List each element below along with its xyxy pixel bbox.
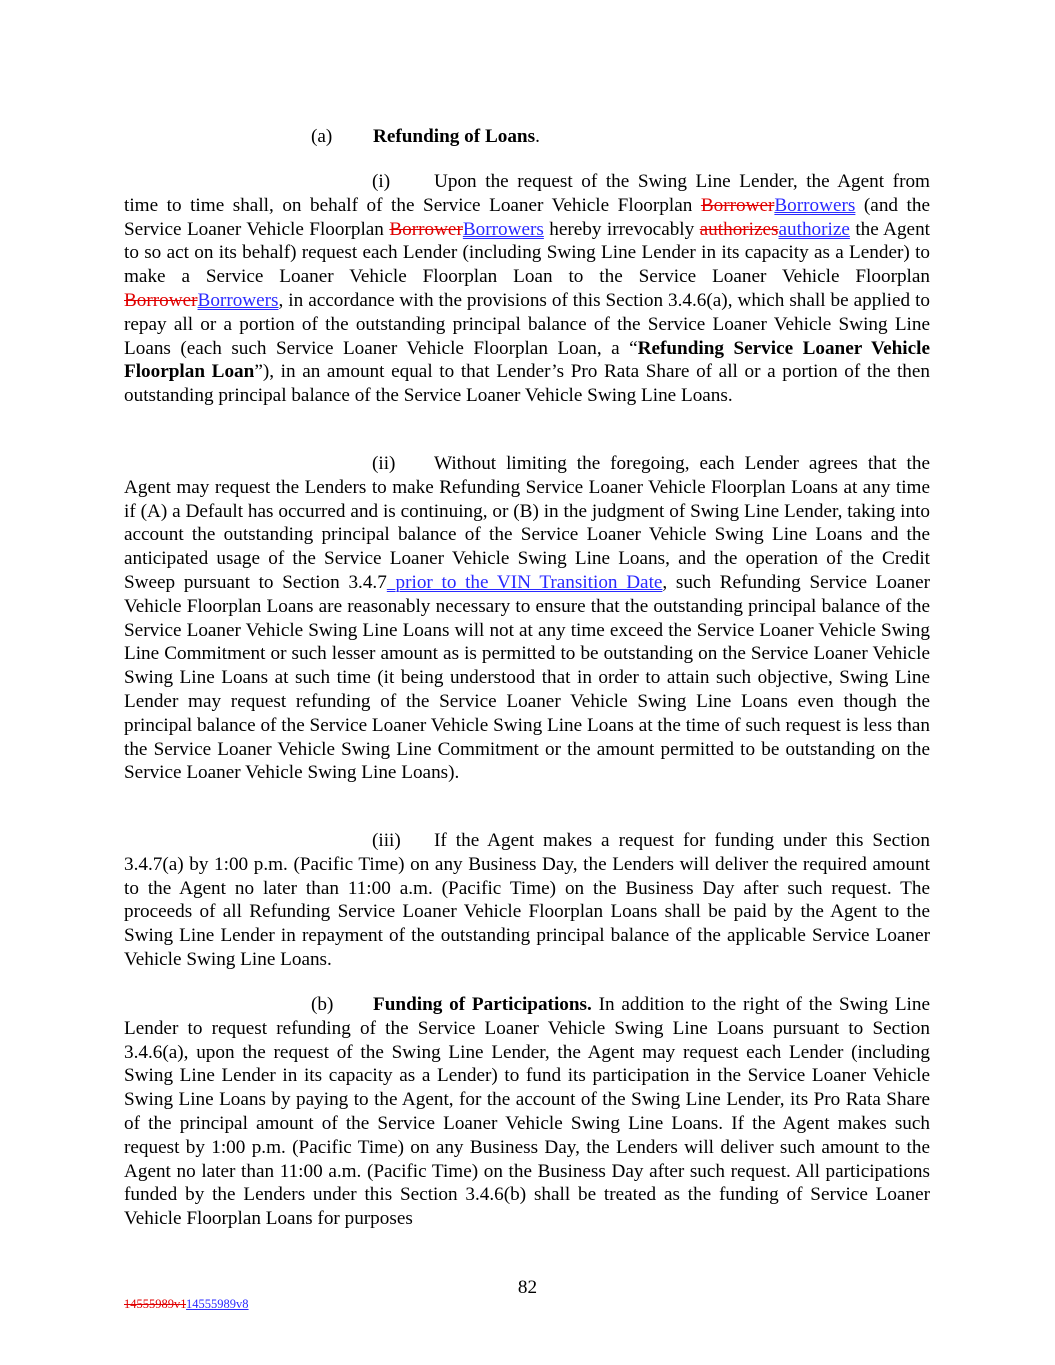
inserted-text: Borrowers [774,194,856,216]
inserted-text: Borrowers [462,218,544,240]
paragraph-i: (i) Upon the request of the Swing Line Lender, the Agent from time to time shall, on behalf of the Service Loaner Vehicle Floorplan BorrowerBorrowers (and the Service Loaner Vehicle Floorplan BorrowerBorrowers hereby irrevocably authorizesauthorize the Agent to so act on its behalf) request each Lender (including Swing Line Lender in its capacity as a Lender) to make a Service Loaner Vehicle Floorplan Loan to the Service Loaner Vehicle Floorplan BorrowerBorrowers, in accordance with the provisions of this Section 3.4.6(a), which shall be applied to repay all or a portion of the outstanding principal balance of the Service Loaner Vehicle Swing Line Loans (each such Service Loaner Vehicle Floorplan Loan, a “Refunding Service Loaner Vehicle Floorplan Loan”), in an amount equal to that Lender’s Pro Rata Share of all or a portion of the then outstanding principal balance of the Service Loaner Vehicle Swing Line Loans. [124,171,930,407]
deleted-text: Borrower [700,194,775,216]
page-number: 82 [517,1277,538,1298]
deleted-text: authorizes [699,218,779,240]
heading-number: (a) [311,126,333,147]
inserted-text: authorize [778,218,850,240]
inserted-text: Borrowers [197,289,279,311]
paragraph-ii: (ii) Without limiting the foregoing, each Lender agrees that the Agent may request the Lenders to make Refunding Service Loaner Vehicle Floorplan Loans at any time if (A) a Default has occurred and is continuing, or (B) in the judgment of Swing Line Lender, taking into account the outstanding principal balance of the Service Loaner Vehicle Swing Line Loans and the anticipated usage of the Service Loaner Vehicle Swing Line Loans, and the operation of the Credit Sweep pursuant to Section 3.4.7 prior to the VIN Transition Date, such Refunding Service Loaner Vehicle Floorplan Loans are reasonably necessary to ensure that the outstanding principal balance of the Service Loaner Vehicle Swing Line Loans will not at any time exceed the Service Loaner Vehicle Swing Line Commitment or such lesser amount as is permitted to be outstanding on the Service Loaner Vehicle Swing Line Loans at such time (it being understood that in order to attain such objective, Swing Line Lender may request refunding of the Service Loaner Vehicle Swing Line Loans even though the principal balance of the Service Loaner Vehicle Swing Line Loans at the time of such request is less than the Service Loaner Vehicle Swing Line Commitment or the amount permitted to be outstanding on the Service Loaner Vehicle Swing Line Loans). [124,453,930,784]
heading-title: Refunding of Loans [373,126,536,147]
section-heading-b: Funding of Participations. [373,994,592,1015]
paragraph-b: (b) Funding of Participations. In addition to the right of the Swing Line Lender to request refunding of the Service Loaner Vehicle Swing Line Loans pursuant to Section 3.4.6(a), upon the request of the Swing Line Lender, the Agent may request each Lender (including Swing Line Lender in its capacity as a Lender) to fund its participation in the Service Loaner Vehicle Swing Line Loans by paying to the Agent, for the account of the Swing Line Lender, its Pro Rata Share of the principal amount of the Service Loaner Vehicle Swing Line Loans. If the Agent makes such request by 1:00 p.m. (Pacific Time) on any Business Day, the Lenders will deliver such amount to the Agent no later than 11:00 a.m. (Pacific Time) on the Business Day after such request. All participations funded by the Lenders under this Section 3.4.6(b) shall be treated as the funding of Service Loaner Vehicle Floorplan Loans for purposes [124,994,930,1230]
deleted-text: Borrower [124,289,198,311]
document-id [124,1297,249,1311]
deleted-text: Borrower [389,218,463,240]
paragraph-number: (ii) [372,453,396,474]
paragraph-number: (iii) [372,830,401,851]
deleted-docid: 14555989v1 [124,1297,187,1311]
inserted-docid: 14555989v8 [186,1297,249,1311]
defined-term: Refunding Service Loaner Vehicle Floorplan Loan [124,337,930,383]
section-heading: (a) Refunding of Loans. [311,126,540,147]
paragraph-number: (b) [311,994,334,1015]
paragraph-number: (i) [372,171,391,192]
paragraph-iii: (iii) If the Agent makes a request for funding under this Section 3.4.7(a) by 1:00 p.m. (Pacific Time) on any Business Day, the Lenders will deliver the required amount to the Agent no later than 11:00 a.m. (Pacific Time) on the Business Day after such request. The proceeds of all Refunding Service Loaner Vehicle Floorplan Loans shall be paid by the Agent to the Swing Line Lender in repayment of the outstanding principal balance of the applicable Service Loaner Vehicle Swing Line Loans. [124,830,930,970]
inserted-text: prior to the VIN Transition Date [386,571,663,593]
